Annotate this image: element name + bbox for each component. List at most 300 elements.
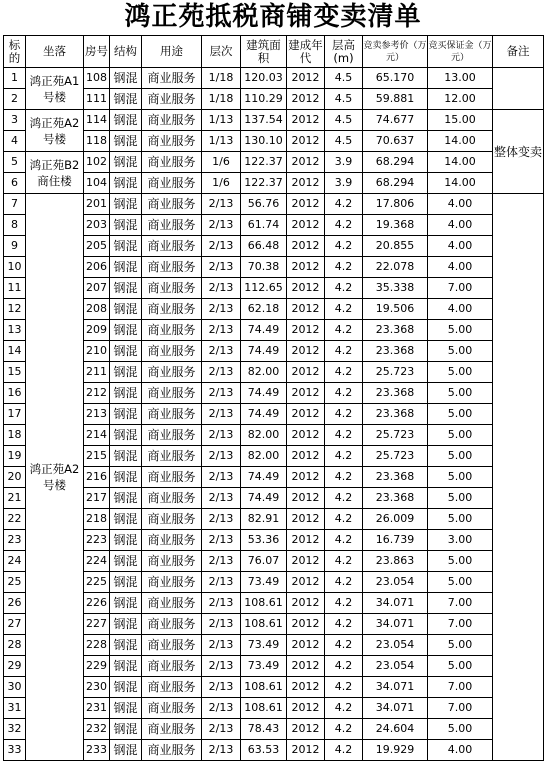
table-row [4, 404, 544, 425]
use-cell: 商业服务 [142, 551, 202, 572]
height-cell: 4.2 [325, 593, 363, 614]
row-number: 26 [4, 593, 26, 614]
area-cell: 112.65 [241, 278, 287, 299]
row-number: 5 [4, 152, 26, 173]
floor-cell: 2/13 [202, 257, 241, 278]
height-cell: 4.2 [325, 488, 363, 509]
use-cell: 商业服务 [142, 68, 202, 89]
table-row [4, 89, 544, 110]
deposit-cell: 14.00 [428, 131, 493, 152]
price-cell: 34.071 [363, 698, 428, 719]
table-row [4, 362, 544, 383]
row-number: 32 [4, 719, 26, 740]
table-row [4, 194, 544, 215]
deposit-cell: 7.00 [428, 593, 493, 614]
remark-cell [493, 68, 544, 110]
year-cell: 2012 [287, 509, 325, 530]
row-number: 8 [4, 215, 26, 236]
row-number: 29 [4, 656, 26, 677]
price-cell: 25.723 [363, 425, 428, 446]
row-number: 19 [4, 446, 26, 467]
table-row [4, 278, 544, 299]
use-cell: 商业服务 [142, 593, 202, 614]
floor-cell: 2/13 [202, 194, 241, 215]
area-cell: 62.18 [241, 299, 287, 320]
year-cell: 2012 [287, 740, 325, 761]
year-cell: 2012 [287, 152, 325, 173]
room-number: 201 [84, 194, 110, 215]
room-number: 207 [84, 278, 110, 299]
price-cell: 35.338 [363, 278, 428, 299]
price-cell: 17.806 [363, 194, 428, 215]
table-row [4, 530, 544, 551]
use-cell: 商业服务 [142, 614, 202, 635]
price-cell: 70.637 [363, 131, 428, 152]
price-cell: 19.506 [363, 299, 428, 320]
room-number: 230 [84, 677, 110, 698]
deposit-cell: 4.00 [428, 194, 493, 215]
deposit-cell: 14.00 [428, 173, 493, 194]
floor-cell: 2/13 [202, 488, 241, 509]
floor-cell: 2/13 [202, 299, 241, 320]
use-cell: 商业服务 [142, 656, 202, 677]
room-number: 217 [84, 488, 110, 509]
structure-cell: 钢混 [110, 194, 142, 215]
use-cell: 商业服务 [142, 299, 202, 320]
deposit-cell: 4.00 [428, 215, 493, 236]
year-cell: 2012 [287, 89, 325, 110]
header-room: 房号 [84, 36, 110, 68]
floor-cell: 2/13 [202, 320, 241, 341]
document-title: 鸿正苑抵税商铺变卖清单 [124, 2, 422, 32]
area-cell: 122.37 [241, 173, 287, 194]
floor-cell: 2/13 [202, 278, 241, 299]
deposit-cell: 7.00 [428, 278, 493, 299]
deposit-cell: 5.00 [428, 719, 493, 740]
structure-cell: 钢混 [110, 551, 142, 572]
floor-cell: 2/13 [202, 425, 241, 446]
use-cell: 商业服务 [142, 425, 202, 446]
year-cell: 2012 [287, 572, 325, 593]
height-cell: 4.2 [325, 320, 363, 341]
deposit-cell: 15.00 [428, 110, 493, 131]
use-cell: 商业服务 [142, 362, 202, 383]
use-cell: 商业服务 [142, 320, 202, 341]
height-cell: 4.2 [325, 236, 363, 257]
row-number: 23 [4, 530, 26, 551]
price-cell: 74.677 [363, 110, 428, 131]
deposit-cell: 4.00 [428, 236, 493, 257]
header-location: 坐落 [26, 36, 84, 68]
area-cell: 74.49 [241, 341, 287, 362]
floor-cell: 1/6 [202, 152, 241, 173]
row-number: 3 [4, 110, 26, 131]
year-cell: 2012 [287, 677, 325, 698]
price-cell: 26.009 [363, 509, 428, 530]
height-cell: 4.5 [325, 131, 363, 152]
price-cell: 25.723 [363, 362, 428, 383]
year-cell: 2012 [287, 110, 325, 131]
room-number: 231 [84, 698, 110, 719]
price-cell: 23.368 [363, 320, 428, 341]
floor-cell: 2/13 [202, 698, 241, 719]
table-row [4, 215, 544, 236]
room-number: 233 [84, 740, 110, 761]
height-cell: 4.2 [325, 299, 363, 320]
price-cell: 34.071 [363, 677, 428, 698]
deposit-cell: 5.00 [428, 656, 493, 677]
structure-cell: 钢混 [110, 89, 142, 110]
price-cell: 24.604 [363, 719, 428, 740]
deposit-cell: 5.00 [428, 362, 493, 383]
structure-cell: 钢混 [110, 278, 142, 299]
structure-cell: 钢混 [110, 320, 142, 341]
area-cell: 108.61 [241, 698, 287, 719]
use-cell: 商业服务 [142, 509, 202, 530]
floor-cell: 2/13 [202, 215, 241, 236]
price-cell: 23.368 [363, 383, 428, 404]
floor-cell: 2/13 [202, 551, 241, 572]
area-cell: 74.49 [241, 383, 287, 404]
use-cell: 商业服务 [142, 698, 202, 719]
table-row [4, 299, 544, 320]
row-number: 11 [4, 278, 26, 299]
floor-cell: 2/13 [202, 530, 241, 551]
year-cell: 2012 [287, 236, 325, 257]
room-number: 205 [84, 236, 110, 257]
structure-cell: 钢混 [110, 467, 142, 488]
height-cell: 4.2 [325, 362, 363, 383]
area-cell: 70.38 [241, 257, 287, 278]
price-cell: 34.071 [363, 614, 428, 635]
area-cell: 53.36 [241, 530, 287, 551]
row-number: 2 [4, 89, 26, 110]
row-number: 17 [4, 404, 26, 425]
use-cell: 商业服务 [142, 677, 202, 698]
deposit-cell: 5.00 [428, 404, 493, 425]
room-number: 206 [84, 257, 110, 278]
row-number: 12 [4, 299, 26, 320]
deposit-cell: 13.00 [428, 68, 493, 89]
deposit-cell: 5.00 [428, 467, 493, 488]
year-cell: 2012 [287, 404, 325, 425]
height-cell: 4.2 [325, 677, 363, 698]
room-number: 118 [84, 131, 110, 152]
table-row [4, 131, 544, 152]
row-number: 33 [4, 740, 26, 761]
price-cell: 23.368 [363, 488, 428, 509]
use-cell: 商业服务 [142, 89, 202, 110]
area-cell: 56.76 [241, 194, 287, 215]
row-number: 21 [4, 488, 26, 509]
height-cell: 4.2 [325, 425, 363, 446]
deposit-cell: 12.00 [428, 89, 493, 110]
header-deposit: 竞买保证金（万元） [428, 36, 493, 68]
structure-cell: 钢混 [110, 131, 142, 152]
deposit-cell: 5.00 [428, 341, 493, 362]
use-cell: 商业服务 [142, 719, 202, 740]
area-cell: 108.61 [241, 593, 287, 614]
table-row [4, 614, 544, 635]
table-row [4, 68, 544, 89]
deposit-cell: 5.00 [428, 425, 493, 446]
structure-cell: 钢混 [110, 68, 142, 89]
use-cell: 商业服务 [142, 383, 202, 404]
header-year: 建成年代 [287, 36, 325, 68]
price-cell: 16.739 [363, 530, 428, 551]
structure-cell: 钢混 [110, 362, 142, 383]
room-number: 214 [84, 425, 110, 446]
row-number: 4 [4, 131, 26, 152]
price-cell: 22.078 [363, 257, 428, 278]
header-remark: 备注 [493, 36, 544, 68]
area-cell: 137.54 [241, 110, 287, 131]
height-cell: 4.2 [325, 257, 363, 278]
use-cell: 商业服务 [142, 467, 202, 488]
room-number: 211 [84, 362, 110, 383]
table-row [4, 341, 544, 362]
price-cell: 19.368 [363, 215, 428, 236]
area-cell: 108.61 [241, 677, 287, 698]
use-cell: 商业服务 [142, 740, 202, 761]
price-cell: 23.054 [363, 572, 428, 593]
structure-cell: 钢混 [110, 719, 142, 740]
table-row [4, 635, 544, 656]
table-row [4, 110, 544, 131]
structure-cell: 钢混 [110, 425, 142, 446]
structure-cell: 钢混 [110, 299, 142, 320]
room-number: 210 [84, 341, 110, 362]
table-row [4, 446, 544, 467]
row-number: 30 [4, 677, 26, 698]
structure-cell: 钢混 [110, 635, 142, 656]
deposit-cell: 5.00 [428, 320, 493, 341]
area-cell: 82.00 [241, 362, 287, 383]
table-row [4, 719, 544, 740]
area-cell: 110.29 [241, 89, 287, 110]
use-cell: 商业服务 [142, 530, 202, 551]
room-number: 215 [84, 446, 110, 467]
year-cell: 2012 [287, 131, 325, 152]
row-number: 28 [4, 635, 26, 656]
height-cell: 4.2 [325, 530, 363, 551]
year-cell: 2012 [287, 467, 325, 488]
table-row [4, 257, 544, 278]
floor-cell: 2/13 [202, 572, 241, 593]
floor-cell: 2/13 [202, 467, 241, 488]
header-row [4, 36, 544, 68]
height-cell: 3.9 [325, 173, 363, 194]
height-cell: 4.5 [325, 110, 363, 131]
price-cell: 68.294 [363, 152, 428, 173]
header-structure: 结构 [110, 36, 142, 68]
area-cell: 61.74 [241, 215, 287, 236]
area-cell: 130.10 [241, 131, 287, 152]
height-cell: 4.2 [325, 740, 363, 761]
structure-cell: 钢混 [110, 152, 142, 173]
table-row [4, 509, 544, 530]
year-cell: 2012 [287, 278, 325, 299]
row-number: 20 [4, 467, 26, 488]
floor-cell: 2/13 [202, 446, 241, 467]
deposit-cell: 4.00 [428, 299, 493, 320]
room-number: 228 [84, 635, 110, 656]
use-cell: 商业服务 [142, 173, 202, 194]
table-row [4, 152, 544, 173]
height-cell: 4.2 [325, 467, 363, 488]
area-cell: 78.43 [241, 719, 287, 740]
area-cell: 122.37 [241, 152, 287, 173]
year-cell: 2012 [287, 320, 325, 341]
price-cell: 34.071 [363, 593, 428, 614]
table-row [4, 467, 544, 488]
table-row [4, 698, 544, 719]
year-cell: 2012 [287, 194, 325, 215]
structure-cell: 钢混 [110, 698, 142, 719]
floor-cell: 2/13 [202, 740, 241, 761]
area-cell: 74.49 [241, 467, 287, 488]
deposit-cell: 4.00 [428, 257, 493, 278]
room-number: 104 [84, 173, 110, 194]
table-row [4, 488, 544, 509]
floor-cell: 2/13 [202, 236, 241, 257]
floor-cell: 2/13 [202, 677, 241, 698]
property-table [3, 35, 544, 761]
row-number: 31 [4, 698, 26, 719]
use-cell: 商业服务 [142, 635, 202, 656]
height-cell: 4.2 [325, 656, 363, 677]
use-cell: 商业服务 [142, 572, 202, 593]
floor-cell: 1/18 [202, 89, 241, 110]
use-cell: 商业服务 [142, 404, 202, 425]
year-cell: 2012 [287, 362, 325, 383]
location-cell: 鸿正苑A1号楼 [26, 68, 84, 110]
room-number: 209 [84, 320, 110, 341]
use-cell: 商业服务 [142, 488, 202, 509]
row-number: 7 [4, 194, 26, 215]
structure-cell: 钢混 [110, 488, 142, 509]
area-cell: 82.91 [241, 509, 287, 530]
floor-cell: 1/18 [202, 68, 241, 89]
height-cell: 4.2 [325, 635, 363, 656]
header-area: 建筑面积 [241, 36, 287, 68]
year-cell: 2012 [287, 614, 325, 635]
table-row [4, 236, 544, 257]
room-number: 227 [84, 614, 110, 635]
room-number: 229 [84, 656, 110, 677]
table-row [4, 677, 544, 698]
location-cell: 鸿正苑A2号楼 [26, 194, 84, 761]
height-cell: 4.5 [325, 89, 363, 110]
table-row [4, 551, 544, 572]
structure-cell: 钢混 [110, 110, 142, 131]
price-cell: 59.881 [363, 89, 428, 110]
table-row [4, 425, 544, 446]
deposit-cell: 14.00 [428, 152, 493, 173]
area-cell: 74.49 [241, 488, 287, 509]
room-number: 232 [84, 719, 110, 740]
area-cell: 73.49 [241, 635, 287, 656]
price-cell: 19.929 [363, 740, 428, 761]
year-cell: 2012 [287, 341, 325, 362]
height-cell: 4.2 [325, 614, 363, 635]
structure-cell: 钢混 [110, 572, 142, 593]
year-cell: 2012 [287, 530, 325, 551]
area-cell: 82.00 [241, 446, 287, 467]
structure-cell: 钢混 [110, 341, 142, 362]
deposit-cell: 3.00 [428, 530, 493, 551]
floor-cell: 2/13 [202, 719, 241, 740]
floor-cell: 2/13 [202, 635, 241, 656]
floor-cell: 2/13 [202, 593, 241, 614]
table-row [4, 593, 544, 614]
area-cell: 108.61 [241, 614, 287, 635]
price-cell: 23.368 [363, 467, 428, 488]
deposit-cell: 5.00 [428, 551, 493, 572]
price-cell: 23.863 [363, 551, 428, 572]
row-number: 14 [4, 341, 26, 362]
structure-cell: 钢混 [110, 677, 142, 698]
year-cell: 2012 [287, 215, 325, 236]
area-cell: 76.07 [241, 551, 287, 572]
year-cell: 2012 [287, 173, 325, 194]
price-cell: 68.294 [363, 173, 428, 194]
price-cell: 23.054 [363, 656, 428, 677]
room-number: 216 [84, 467, 110, 488]
room-number: 224 [84, 551, 110, 572]
room-number: 208 [84, 299, 110, 320]
floor-cell: 1/13 [202, 110, 241, 131]
room-number: 111 [84, 89, 110, 110]
height-cell: 4.2 [325, 215, 363, 236]
floor-cell: 2/13 [202, 656, 241, 677]
use-cell: 商业服务 [142, 446, 202, 467]
structure-cell: 钢混 [110, 257, 142, 278]
structure-cell: 钢混 [110, 236, 142, 257]
header-height: 层高(m) [325, 36, 363, 68]
year-cell: 2012 [287, 257, 325, 278]
year-cell: 2012 [287, 593, 325, 614]
price-cell: 23.054 [363, 635, 428, 656]
height-cell: 4.2 [325, 194, 363, 215]
room-number: 102 [84, 152, 110, 173]
height-cell: 4.2 [325, 551, 363, 572]
deposit-cell: 4.00 [428, 740, 493, 761]
table-row [4, 656, 544, 677]
floor-cell: 2/13 [202, 383, 241, 404]
use-cell: 商业服务 [142, 110, 202, 131]
height-cell: 4.2 [325, 383, 363, 404]
floor-cell: 2/13 [202, 404, 241, 425]
deposit-cell: 7.00 [428, 614, 493, 635]
row-number: 25 [4, 572, 26, 593]
year-cell: 2012 [287, 656, 325, 677]
year-cell: 2012 [287, 425, 325, 446]
floor-cell: 2/13 [202, 509, 241, 530]
room-number: 114 [84, 110, 110, 131]
price-cell: 23.368 [363, 404, 428, 425]
area-cell: 66.48 [241, 236, 287, 257]
row-number: 24 [4, 551, 26, 572]
deposit-cell: 5.00 [428, 509, 493, 530]
area-cell: 73.49 [241, 656, 287, 677]
row-number: 6 [4, 173, 26, 194]
use-cell: 商业服务 [142, 236, 202, 257]
remark-cell [493, 194, 544, 761]
floor-cell: 2/13 [202, 341, 241, 362]
deposit-cell: 5.00 [428, 635, 493, 656]
row-number: 22 [4, 509, 26, 530]
